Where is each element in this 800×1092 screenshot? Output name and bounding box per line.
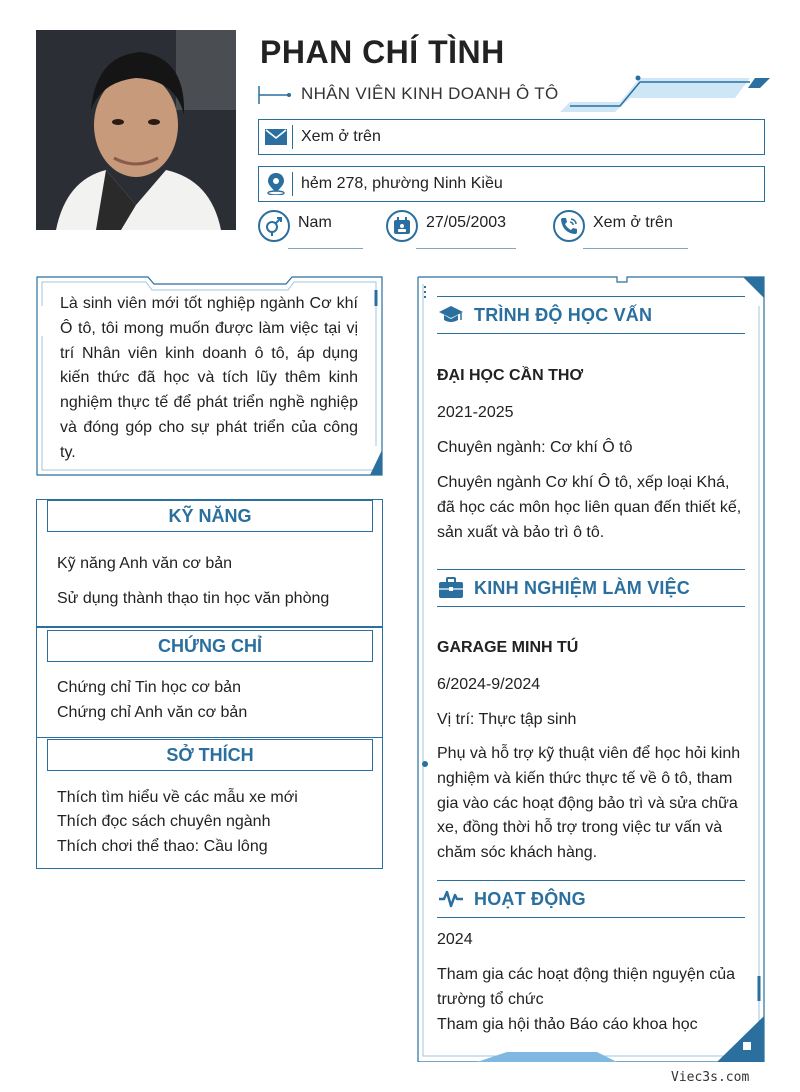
candidate-name: PHAN CHÍ TÌNH: [260, 34, 505, 70]
watermark: Viec3s.com: [671, 1070, 750, 1085]
activities-year: 2024: [437, 931, 473, 948]
education-major: Chuyên ngành: Cơ khí Ô tô: [437, 439, 633, 456]
summary-text: Là sinh viên mới tốt nghiệp ngành Cơ khí Ô tô, tôi mong muốn được làm việc tại vị trí Nhân viên kinh doanh ô tô, áp dụng kiến thức đã học và tích lũy thêm kinh nghiệm thực tế để phát triển nghề nghiệp và đóng góp cho sự phát triển của công ty.: [60, 295, 358, 461]
briefcase-icon: [437, 576, 465, 600]
skills-section: [36, 499, 383, 627]
header-decoration: [560, 72, 775, 112]
dob-row: [386, 210, 526, 250]
hobby-item: Thích chơi thể thao: Cầu lông: [57, 838, 268, 855]
hobby-item: Thích tìm hiểu về các mẫu xe mới: [57, 789, 298, 806]
profile-photo: [36, 30, 236, 230]
education-period: 2021-2025: [437, 404, 514, 421]
dob-value: 27/05/2003: [426, 214, 507, 231]
experience-title: KINH NGHIỆM LÀM VIỆC: [474, 577, 691, 598]
email-row: [258, 119, 765, 155]
address-value: hẻm 278, phường Ninh Kiều: [301, 175, 503, 192]
phone-icon: [553, 210, 585, 242]
job-title: NHÂN VIÊN KINH DOANH Ô TÔ: [301, 84, 559, 103]
pulse-icon: [437, 887, 465, 911]
experience-company: GARAGE MINH TÚ: [437, 639, 579, 656]
certificate-item: Chứng chỉ Tin học cơ bản: [57, 679, 241, 696]
experience-header: [437, 569, 745, 607]
location-pin-icon: [259, 172, 293, 196]
activities-title: HOẠT ĐỘNG: [474, 888, 586, 909]
experience-description: Phụ và hỗ trợ kỹ thuật viên để học hỏi kinh nghiệm và kiến thức thực tế về ô tô, tham gia vào các hoạt động bảo trì và sửa chữa xe, đồng thời hỗ trợ trong việc tư vấn và chăm sóc khách hàng.: [437, 745, 741, 862]
hobbies-section: [36, 737, 383, 869]
experience-period: 6/2024-9/2024: [437, 676, 541, 693]
phone-value: Xem ở trên: [593, 214, 673, 231]
activities-header: [437, 880, 745, 918]
gender-icon: [258, 210, 290, 242]
avatar: [36, 30, 236, 230]
education-school: ĐẠI HỌC CẦN THƠ: [437, 367, 584, 384]
calendar-icon: [386, 210, 418, 242]
title-line-decoration: [258, 84, 292, 106]
certificates-title: CHỨNG CHỈ: [47, 630, 373, 662]
hobbies-title: SỞ THÍCH: [47, 739, 373, 771]
skills-title: KỸ NĂNG: [47, 500, 373, 532]
email-value: Xem ở trên: [301, 128, 381, 145]
education-header: [437, 296, 745, 334]
certificate-item: Chứng chỉ Anh văn cơ bản: [57, 704, 248, 721]
experience-position: Vị trí: Thực tập sinh: [437, 711, 577, 728]
envelope-icon: [259, 125, 293, 149]
gender-value: Nam: [298, 214, 332, 231]
hobby-item: Thích đọc sách chuyên ngành: [57, 813, 271, 830]
education-title: TRÌNH ĐỘ HỌC VẤN: [474, 304, 653, 325]
graduation-cap-icon: [437, 303, 465, 327]
skill-item: Kỹ năng Anh văn cơ bản: [57, 555, 233, 572]
skill-item: Sử dụng thành thạo tin học văn phòng: [57, 590, 330, 607]
education-description: Chuyên ngành Cơ khí Ô tô, xếp loại Khá, đã học các môn học liên quan đến thiết kế, sản xuất và bảo trì ô tô.: [437, 474, 742, 541]
address-row: [258, 166, 765, 202]
activity-item: Tham gia các hoạt động thiện nguyện của trường tổ chức: [437, 966, 735, 1008]
certificates-section: [36, 627, 383, 738]
phone-row: [553, 210, 693, 250]
activity-item: Tham gia hội thảo Báo cáo khoa học: [437, 1016, 698, 1033]
gender-row: [258, 210, 368, 250]
